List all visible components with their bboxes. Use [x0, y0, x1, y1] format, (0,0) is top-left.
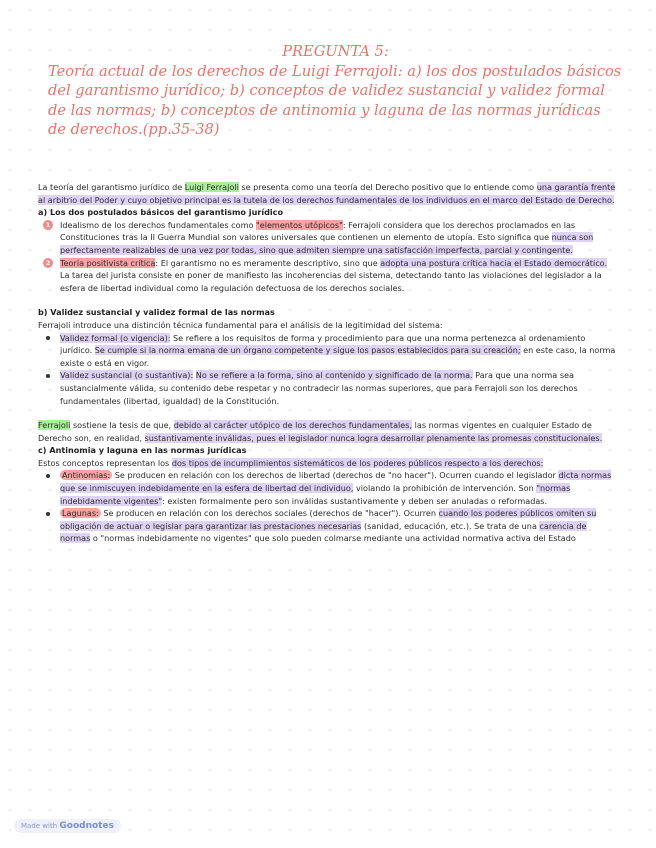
number-badge: 2 [43, 258, 53, 268]
section-c-list [38, 469, 616, 545]
highlight-purple: Validez formal (o vigencia): [60, 332, 171, 343]
highlight-purple: nunca son perfectamente realizables de una vez por todas, sino que admiten siempre una satisfacción imperfecta, parcial y contingente. [60, 232, 594, 255]
highlight-purple: adopta una postura crítica hacia el Estado democrático. [380, 257, 608, 268]
question-heading: PREGUNTA 5: [282, 43, 389, 60]
notes-body [38, 181, 616, 545]
highlight-purple: sustantivamente inválidas, pues el legislador nunca logra desarrollar plenamente las promesas constitucionales. [144, 432, 603, 443]
highlight-purple: dicta normas que se inmiscuyen indebidamente en la esfera de libertad del individuo, [60, 470, 612, 494]
intro-text: se presenta como una teoría del Derecho positivo que lo entiende como [238, 182, 537, 192]
highlight-purple: debido al carácter utópico de los derechos fundamentales, [173, 420, 413, 431]
item-text: Para que una norma sea sustancialmente válida, su contenido debe respetar y no contradecir las normas superiores, que para Ferrajoli son los derechos fundamentales (libertad, igualdad) de la Constitución. [60, 370, 578, 406]
section-a-heading: a) Los dos postulados básicos del garantismo jurídico [38, 207, 284, 218]
highlight-purple: "normas indebidamente vigentes" [60, 483, 571, 506]
section-b-intro: Ferrajoli introduce una distinción técnica fundamental para el análisis de la legitimidad del sistema: [38, 319, 443, 330]
thesis-paragraph [38, 419, 616, 444]
highlight-purple: Validez sustancial (o sustantiva): [60, 370, 194, 381]
bullet-icon [46, 512, 50, 516]
highlight-intro: una garantía frente al arbitrio del Poder y cuyo objetivo principal es la tutela de los derechos fundamentales de los individuos en el marco del Estado de Derecho. [38, 182, 616, 205]
item-text: Se producen en relación con los derechos sociales (derechos de "hacer"). Ocurren [100, 508, 439, 519]
item-text: Se producen en relación con los derechos de libertad (derechos de "no hacer"). Ocurren cuando el legislador [112, 470, 559, 481]
intro-text: Estos conceptos representan los [38, 457, 172, 468]
list-item [38, 257, 616, 295]
list-item [38, 469, 616, 507]
number-badge: 1 [43, 220, 53, 230]
highlight-purple: dos tipos de incumplimientos sistemáticos de los poderes públicos respecto a los derechos: [171, 457, 544, 468]
thesis-text: sostiene la tesis de que, [70, 420, 174, 431]
item-text: violando la prohibición de intervención. Son [353, 483, 537, 494]
thesis-text: las normas vigentes en cualquier Estado de Derecho son, en realidad, [38, 420, 592, 443]
section-b-list [38, 332, 616, 408]
item-text: en este caso, la norma existe o está en vigor. [60, 345, 616, 368]
bullet-icon [46, 474, 50, 478]
section-a-list [38, 219, 616, 295]
list-item [38, 332, 616, 370]
item-text: Se refiere a los requisitos de forma y procedimiento para que una norma pertenezca al ordenamiento jurídico. [60, 332, 586, 356]
highlight-purple: carencia de normas [60, 520, 587, 544]
list-item [38, 219, 616, 257]
list-item [38, 507, 616, 545]
item-text: (sanidad, educación, etc.). Se trata de una [361, 520, 540, 531]
highlight-ferrajoli: Ferrajoli [38, 420, 71, 431]
item-text: o "normas indebidamente no vigentes" que solo pueden colmarse mediante una actividad normativa activa del Estado [90, 533, 576, 544]
highlight-purple: No se refiere a la forma, sino al contenido y significado de la norma. [195, 370, 473, 381]
intro-text: La teoría del garantismo jurídico de [38, 182, 185, 192]
section-b-heading: b) Validez sustancial y validez formal de las normas [38, 307, 275, 318]
made-with-badge[interactable] [14, 819, 121, 833]
section-c-intro [38, 457, 616, 470]
bullet-icon [46, 336, 50, 340]
bullet-icon [46, 374, 50, 378]
highlight-ferrajoli: Luigi Ferrajoli [184, 182, 239, 192]
badge-small-text: Made with [21, 822, 58, 830]
list-item [38, 369, 616, 407]
highlight-purple: Se cumple si la norma emana de un órgano competente y sigue los pasos establecidos para su creación; [94, 345, 521, 356]
section-c-heading: c) Antinomia y laguna en las normas jurídicas [38, 445, 247, 456]
highlight-purple: cuando los poderes públicos omiten su obligación de actuar o legislar para garantizar las prestaciones necesarias [60, 508, 597, 531]
highlight-red: "elementos utópicos" [256, 219, 343, 230]
item-text: : existen formalmente pero son inválidas sustantivamente y deben ser anuladas o reformadas. [162, 495, 548, 506]
item-text: : Ferrajoli considera que los derechos proclamados en las Constituciones tras la II Guerra Mundial son valores universales que contienen un elemento de utopía. Esto significa que [60, 219, 576, 243]
question-text: Teoría actual de los derechos de Luigi Ferrajoli: a) los dos postulados básicos del garantismo jurídico; b) conceptos de validez sustancial y validez formal de las normas; b) conceptos de antinomia y laguna de las normas jurídicas de derechos.(pp.35-38) [48, 62, 622, 138]
intro-paragraph [38, 181, 616, 206]
highlight-red: Antinomias: [62, 470, 111, 481]
highlight-red: Teoría positivista crítica [60, 257, 156, 268]
item-text: La tarea del jurista consiste en poner de manifiesto las incoherencias del sistema, detectando tanto las violaciones del legislador a la esfera de libertad individual como la regulación defectuosa de los derechos sociales. [60, 270, 602, 293]
item-text: Idealismo de los derechos fundamentales como [60, 219, 256, 230]
question-title [48, 42, 623, 140]
item-text: : El garantismo no es meramente descriptivo, sino que [155, 257, 381, 268]
highlight-red: Lagunas: [62, 508, 99, 519]
badge-brand: Goodnotes [59, 821, 114, 831]
